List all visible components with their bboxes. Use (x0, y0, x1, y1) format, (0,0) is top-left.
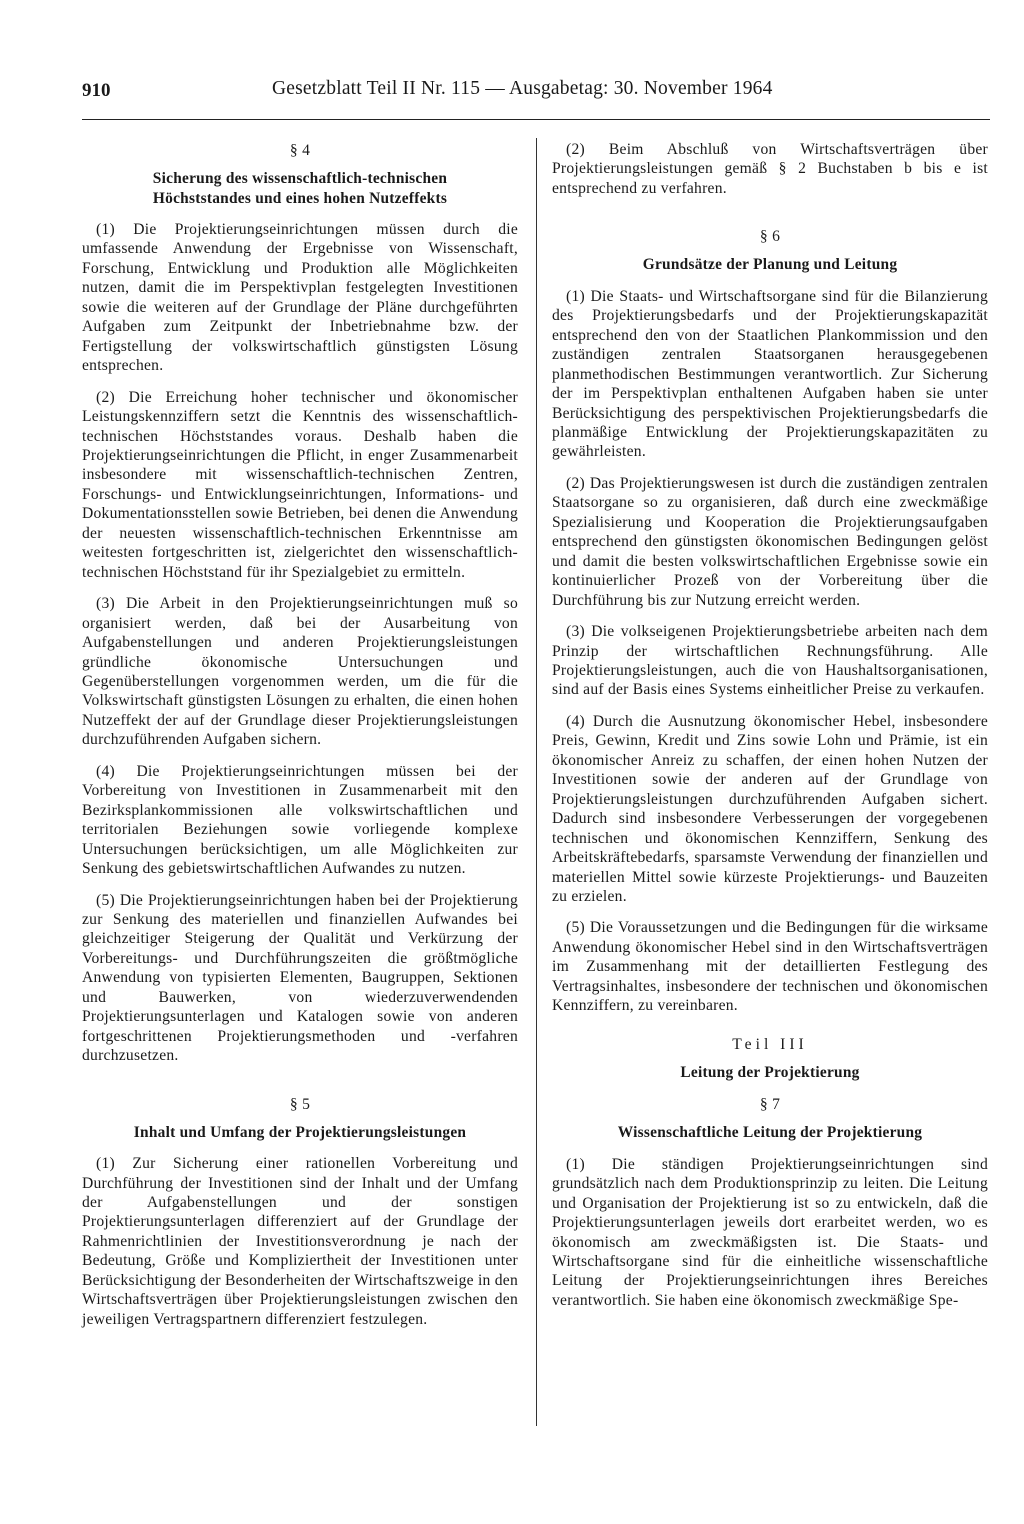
header-rule (82, 119, 990, 120)
section-5-title: Inhalt und Umfang der Projektierungsleistungen (133, 1123, 467, 1141)
section-5-number: § 5 (289, 1095, 311, 1113)
section-6-paragraph-3: (3) Die volkseigenen Projektierungsbetriebe arbeiten nach dem Prinzip der wirtschaftlichen Rechnungsführung. Alle Projektierungsleistungen, auch die von Haushaltsorganisationen, sind auf der Basis eines Systems einheitlicher Preise zu verkaufen. (552, 623, 988, 699)
section-7-title: Wissenschaftliche Leitung der Projektierung (617, 1124, 923, 1142)
column-divider (536, 138, 537, 1426)
section-6-paragraph-5: (5) Die Voraussetzungen und die Bedingungen für die wirksame Anwendung ökonomischer Hebel sind in den Wirtschaftsverträgen im Zusammenhang mit der detaillierten Festlegung des Vertragsinhaltes, insbesondere der technischen und ökonomischen Kennziffern, zu vereinbaren. (552, 919, 988, 1015)
running-title: Gesetzblatt Teil II Nr. 115 — Ausgabetag: 30. November 1964 (272, 78, 773, 99)
section-6-number: § 6 (759, 228, 781, 246)
section-6-paragraph-4: (4) Durch die Ausnutzung ökonomischer Hebel, insbesondere Preis, Gewinn, Kredit und Zins sowie Lohn und Prämie, ist ein ökonomischer Anreiz zu schaffen, der einen hohen Nutzen der Investitionen sowie der anderen auf der Grundlage von Projektierungsleistungen durchzuführenden Aufgaben sichert. Dadurch sind insbesondere Verbesserungen der vorgegebenen technischen und ökonomischen Kennziffern, Senkung des Arbeitskräftebedarfs, sparsamste Verwendung der finanziellen und materiellen Mittel sowie kürzeste Projektierungs- und Bauzeiten zu erzielen. (552, 712, 988, 905)
page-number: 910 (82, 80, 111, 101)
part-3-label: Teil III (732, 1035, 808, 1053)
section-4-title-line-1: Sicherung des wissenschaftlich-technischen (152, 170, 448, 187)
section-4-title-line-2: Höchststandes und eines hohen Nutzeffekts (152, 189, 448, 207)
section-4-paragraph-1: (1) Die Projektierungseinrichtungen müssen durch die umfassende Anwendung der Ergebnisse von Wissenschaft, Forschung, Entwicklung und Produktion alle Möglichkeiten nutzen, damit die im Perspektivplan festgelegten Investitionen sowie die weiteren auf der Grundlage der Pläne durchgeführten Aufgaben zum Zeitpunkt der Inbetriebnahme bzw. der Fertigstellung der volkswirtschaftlich günstigsten Lösung entsprechen. (82, 221, 518, 375)
section-5-paragraph-2: (2) Beim Abschluß von Wirtschaftsverträgen über Projektierungsleistungen gemäß § 2 Buchstaben b bis e ist entsprechend zu verfahren. (552, 141, 988, 197)
section-4-number: § 4 (289, 142, 311, 159)
section-4-paragraph-2: (2) Die Erreichung hoher technischer und ökonomischer Leistungskennziffern setzt die Kenntnis des wissenschaftlich-technischen Höchststandes voraus. Deshalb haben die Projektierungseinrichtungen die Pflicht, in enger Zusammenarbeit insbesondere mit wissenschaftlich-technischen Zentren, Forschungs- und Entwicklungseinrichtungen, Informations- und Dokumentationsstellen sowie Betrieben, bei denen die Anwendung der neuesten wissenschaftlich-technischen Erkenntnisse am weitesten fortgeschritten ist, zielgerichtet den wissenschaftlich-technischen Höchststand für ihr Spezialgebiet zu ermitteln. (82, 388, 518, 581)
section-6-title: Grundsätze der Planung und Leitung (642, 256, 898, 274)
section-6-paragraph-2: (2) Das Projektierungswesen ist durch die zuständigen zentralen Staatsorgane so zu organisieren, daß durch eine zweckmäßige Spezialisierung und Kooperation die Projektierungsaufgaben entsprechend den günstigsten ökonomischen Bedingungen gelöst und damit die besten volkswirtschaftlichen Ergebnisse sowie ein kontinuierlicher Prozeß von der Vorbereitung über die Durchführung bis zur Nutzung erreicht werden. (552, 474, 988, 609)
section-7-paragraph-1: (1) Die ständigen Projektierungseinrichtungen sind grundsätzlich nach dem Produktionsprinzip zu leiten. Die Leitung und Organisation der Projektierung ist so zu entwickeln, daß die Projektierungsunterlagen jeweils dort erarbeitet werden, wo es ökonomisch am zweckmäßigsten ist. Die Staats- und Wirtschaftsorgane sind für die einheitliche wissenschaftliche Leitung der Projektierungseinrichtungen ihres Bereiches verantwortlich. Sie haben eine ökonomisch zweckmäßige Spe- (552, 1155, 988, 1309)
section-4-paragraph-5: (5) Die Projektierungseinrichtungen haben bei der Projektierung zur Senkung des materiellen und finanziellen Aufwandes bei gleichzeitiger Steigerung der Qualität und Verkürzung der Vorbereitungs- und Durchführungszeiten die größtmögliche Anwendung von typisierten Elementen, Baugruppen, Sektionen und Bauwerken, von wiederzuverwendenden Projektierungsunterlagen und Katalogen sowie von anderen fortgeschrittenen Projektierungsmethoden und -verfahren durchzusetzen. (82, 891, 518, 1065)
section-4-title (82, 169, 518, 208)
section-7-number: § 7 (759, 1096, 781, 1114)
section-5-paragraph-1: (1) Zur Sicherung einer rationellen Vorbereitung und Durchführung der Investitionen sind der Inhalt und der Umfang der Aufgabenstellungen und der sonstigen Projektierungsunterlagen differenziert auf der Grundlage der Rahmenrichtlinien der Investitionsverordnung je nach der Bedeutung, Größe und Kompliziertheit der Investitionen unter Berücksichtigung der Besonderheiten der Wirtschaftszweige in den Wirtschaftsverträgen über Projektierungsleistungen zwischen den jeweiligen Vertragspartnern differenziert festzulegen. (82, 1155, 518, 1328)
section-6-paragraph-1: (1) Die Staats- und Wirtschaftsorgane sind für die Bilanzierung des Projektierungsbedarfs und der Projektierungskapazität entsprechend den von der Staatlichen Plankommission und den zuständigen zentralen Staatsorganen herausgegebenen planmethodischen Bestimmungen verantwortlich. Zur Sicherung der im Perspektivplan enthaltenen Aufgaben haben sie unter Berücksichtigung des perspektivischen Projektierungsbedarfs die planmäßige Entwicklung der Projektierungskapazitäten zu gewährleisten. (552, 287, 988, 461)
page-header (82, 78, 990, 112)
left-column (82, 140, 518, 1329)
section-4-paragraph-3: (3) Die Arbeit in den Projektierungseinrichtungen muß so organisiert werden, daß bei der Ausarbeitung von Aufgabenstellungen und anderen Projektierungsleistungen gründliche ökonomische Untersuchungen und Gegenüberstellungen vorgenommen werden, um die für die Volkswirtschaft günstigsten Lösungen zu erhalten, die einen hohen Nutzeffekt der auf der Grundlage dieser Projektierungsleistungen durchzuführenden Aufgaben sichern. (82, 595, 518, 749)
section-4-paragraph-4: (4) Die Projektierungseinrichtungen müssen bei der Vorbereitung von Investitionen in Zusammenarbeit mit den Bezirksplankommissionen alle volkswirtschaftlichen und territorialen Beziehungen sowie vorliegende komplexe Untersuchungen berücksichtigen, um alle Möglichkeiten zur Senkung des gebietswirtschaftlichen Aufwandes zu nutzen. (82, 762, 518, 878)
part-3-title: Leitung der Projektierung (680, 1063, 860, 1081)
right-column (552, 140, 988, 1310)
